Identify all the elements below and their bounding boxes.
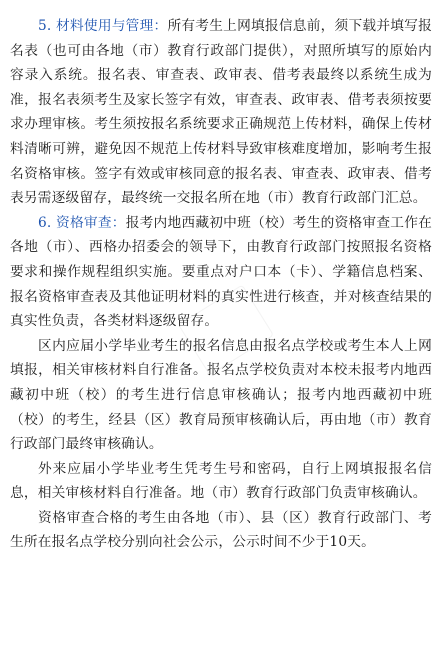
section-heading-materials: 5. 材料使用与管理： bbox=[38, 18, 168, 34]
section-eligibility bbox=[10, 211, 432, 334]
section-heading-eligibility: 6. 资格审查： bbox=[38, 214, 126, 231]
paragraph-local-graduates: 区内应届小学毕业考生的报名信息由报名点学校或考生本人上网填报，相关审核材料自行准备。报名点学校负责对本校未报考内地西藏初中班（校）的考生进行信息审核确认；报考内地西藏初中班（校）的考生，经县（区）教育局预审核确认后，再由地（市）教育行政部门最终审核确认。 bbox=[10, 337, 432, 453]
section-body-materials: 所有考生上网填报信息前，须下载并填写报名表（也可由各地（市）教育行政部门提供），对照所填写的原始内容录入系统。报名表、审查表、政审表、借考表最终以系统生成为准，报名表须考生及家长签字有效，审查表、政审表、借考表须按要求办理审核。考生须按报名系统要求正确规范上传材料，确保上传材料清晰可辨，避免因不规范上传材料导致审核难度增加，影响考生报名资格审核。签字有效或审核同意的报名表、审查表、政审表、借考表另需逐级留存，最终统一交报名所在地（市）教育行政部门汇总。 bbox=[10, 18, 432, 207]
section-body-eligibility: 报考内地西藏初中班（校）考生的资格审查工作在各地（市）、西格办招委会的领导下，由教育行政部门按照报名资格要求和操作规程组织实施。要重点对户口本（卡）、学籍信息档案、报名资格审查表及其他证明材料的真实性进行核查，并对核查结果的真实性负责，各类材料逐级留存。 bbox=[10, 214, 433, 330]
paragraph-public-notice: 资格审查合格的考生由各地（市）、县（区）教育行政部门、考生所在报名点学校分别向社会公示，公示时间不少于10天。 bbox=[10, 509, 432, 551]
paragraph-external-graduates: 外来应届小学毕业考生凭考生号和密码，自行上网填报报名信息，相关审核材料自行准备。地（市）教育行政部门负责审核确认。 bbox=[10, 460, 432, 502]
section-materials bbox=[10, 14, 432, 211]
document-body bbox=[10, 14, 432, 555]
